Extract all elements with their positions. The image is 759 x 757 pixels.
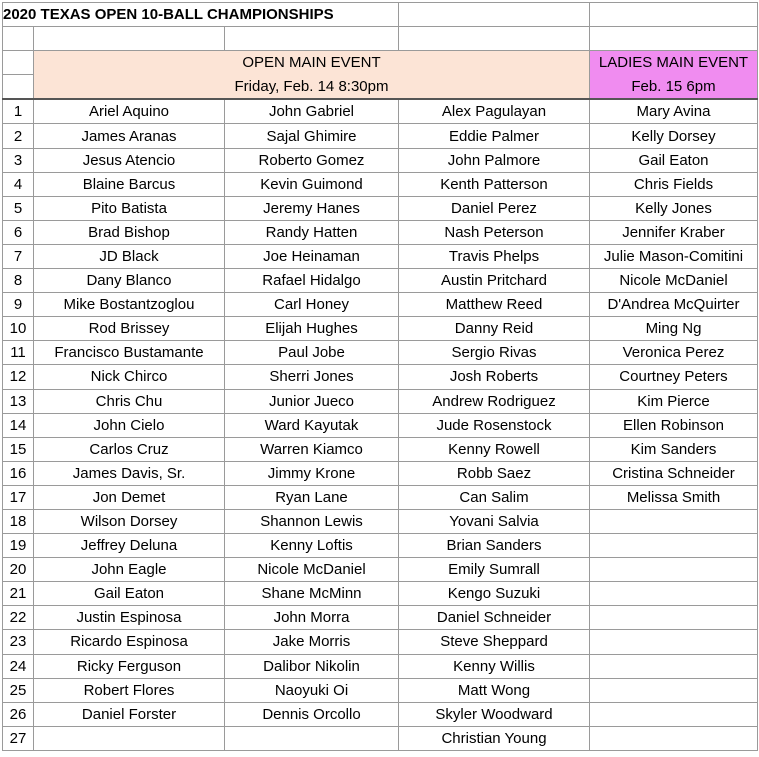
player-cell-col1[interactable]: John Cielo (34, 413, 225, 437)
ladies-player-cell[interactable]: Courtney Peters (590, 365, 758, 389)
ladies-player-cell[interactable] (590, 630, 758, 654)
ladies-player-cell[interactable]: Cristina Schneider (590, 461, 758, 485)
table-row (3, 413, 758, 437)
player-cell-col1[interactable]: Pito Batista (34, 196, 225, 220)
player-cell-col2[interactable]: Warren Kiamco (225, 437, 399, 461)
player-cell-col1[interactable]: Jesus Atencio (34, 148, 225, 172)
row-number[interactable]: 27 (3, 726, 34, 750)
row-number[interactable]: 4 (3, 172, 34, 196)
row-number[interactable]: 20 (3, 558, 34, 582)
table-row (3, 678, 758, 702)
table-row (3, 461, 758, 485)
player-cell-col3[interactable]: Skyler Woodward (399, 702, 590, 726)
player-cell-col1[interactable]: Blaine Barcus (34, 172, 225, 196)
ladies-player-cell[interactable] (590, 678, 758, 702)
blank-cell[interactable] (399, 27, 590, 51)
table-row (3, 148, 758, 172)
player-cell-col2[interactable]: Paul Jobe (225, 341, 399, 365)
title-row (3, 3, 758, 27)
row-number[interactable]: 5 (3, 196, 34, 220)
table-row (3, 509, 758, 533)
player-cell-col3[interactable]: Alex Pagulayan (399, 99, 590, 124)
row-number[interactable]: 2 (3, 124, 34, 148)
ladies-player-cell[interactable]: Ellen Robinson (590, 413, 758, 437)
row-number[interactable]: 8 (3, 269, 34, 293)
player-cell-col2[interactable]: Kevin Guimond (225, 172, 399, 196)
table-row (3, 485, 758, 509)
row-number[interactable]: 16 (3, 461, 34, 485)
player-cell-col3[interactable]: Matt Wong (399, 678, 590, 702)
row-number[interactable]: 25 (3, 678, 34, 702)
table-row (3, 244, 758, 268)
table-row (3, 196, 758, 220)
player-cell-col2[interactable]: John Morra (225, 606, 399, 630)
event-date-row (3, 75, 758, 100)
player-cell-col1[interactable]: Robert Flores (34, 678, 225, 702)
player-cell-col3[interactable]: Matthew Reed (399, 293, 590, 317)
player-cell-col1[interactable]: Nick Chirco (34, 365, 225, 389)
player-cell-col3[interactable]: Danny Reid (399, 317, 590, 341)
table-row (3, 702, 758, 726)
player-cell-col3[interactable]: Andrew Rodriguez (399, 389, 590, 413)
ladies-player-cell[interactable] (590, 606, 758, 630)
row-number[interactable]: 6 (3, 220, 34, 244)
table-row (3, 654, 758, 678)
ladies-player-cell[interactable] (590, 558, 758, 582)
player-cell-col2[interactable]: Shane McMinn (225, 582, 399, 606)
player-cell-col3[interactable]: Eddie Palmer (399, 124, 590, 148)
row-number[interactable]: 17 (3, 485, 34, 509)
ladies-player-cell[interactable]: Kim Sanders (590, 437, 758, 461)
table-row (3, 365, 758, 389)
player-cell-col2[interactable]: Dalibor Nikolin (225, 654, 399, 678)
player-cell-col1[interactable] (34, 726, 225, 750)
player-cell-col1[interactable]: Wilson Dorsey (34, 509, 225, 533)
player-cell-col3[interactable]: Josh Roberts (399, 365, 590, 389)
player-cell-col1[interactable]: Rod Brissey (34, 317, 225, 341)
player-cell-col3[interactable]: Christian Young (399, 726, 590, 750)
table-row (3, 726, 758, 750)
player-cell-col3[interactable]: Travis Phelps (399, 244, 590, 268)
player-cell-col2[interactable]: Ryan Lane (225, 485, 399, 509)
player-cell-col1[interactable]: James Aranas (34, 124, 225, 148)
player-cell-col2[interactable]: Junior Jueco (225, 389, 399, 413)
player-cell-col2[interactable]: Kenny Loftis (225, 534, 399, 558)
player-cell-col2[interactable]: John Gabriel (225, 99, 399, 124)
row-number[interactable]: 13 (3, 389, 34, 413)
row-number[interactable]: 15 (3, 437, 34, 461)
row-number[interactable]: 19 (3, 534, 34, 558)
player-cell-col1[interactable]: Ariel Aquino (34, 99, 225, 124)
player-cell-col2[interactable]: Ward Kayutak (225, 413, 399, 437)
ladies-player-cell[interactable]: Melissa Smith (590, 485, 758, 509)
player-cell-col3[interactable]: Kenny Willis (399, 654, 590, 678)
player-cell-col2[interactable]: Elijah Hughes (225, 317, 399, 341)
player-cell-col3[interactable]: Kengo Suzuki (399, 582, 590, 606)
event-header-row (3, 51, 758, 75)
player-cell-col1[interactable]: Carlos Cruz (34, 437, 225, 461)
blank-cell[interactable] (225, 27, 399, 51)
player-cell-col1[interactable]: Gail Eaton (34, 582, 225, 606)
ladies-player-cell[interactable]: Ming Ng (590, 317, 758, 341)
table-row (3, 534, 758, 558)
player-cell-col2[interactable]: Jake Morris (225, 630, 399, 654)
table-row (3, 606, 758, 630)
player-cell-col2[interactable]: Dennis Orcollo (225, 702, 399, 726)
blank-cell[interactable] (590, 3, 758, 27)
ladies-player-cell[interactable]: Kelly Jones (590, 196, 758, 220)
player-cell-col2[interactable]: Randy Hatten (225, 220, 399, 244)
table-row (3, 630, 758, 654)
player-cell-col3[interactable]: Nash Peterson (399, 220, 590, 244)
player-cell-col2[interactable]: Shannon Lewis (225, 509, 399, 533)
table-row (3, 293, 758, 317)
blank-cell[interactable] (3, 51, 34, 75)
ladies-player-cell[interactable] (590, 702, 758, 726)
blank-cell[interactable] (3, 27, 34, 51)
open-event-name[interactable]: OPEN MAIN EVENT (34, 51, 590, 75)
player-cell-col3[interactable]: Yovani Salvia (399, 509, 590, 533)
ladies-player-cell[interactable]: Veronica Perez (590, 341, 758, 365)
player-cell-col1[interactable]: Jeffrey Deluna (34, 534, 225, 558)
player-cell-col1[interactable]: James Davis, Sr. (34, 461, 225, 485)
player-cell-col2[interactable]: Roberto Gomez (225, 148, 399, 172)
row-number[interactable]: 22 (3, 606, 34, 630)
row-number[interactable]: 1 (3, 99, 34, 124)
table-row (3, 269, 758, 293)
row-number[interactable]: 21 (3, 582, 34, 606)
player-cell-col1[interactable]: Ricky Ferguson (34, 654, 225, 678)
row-number[interactable]: 14 (3, 413, 34, 437)
ladies-event-date[interactable]: Feb. 15 6pm (590, 75, 758, 100)
ladies-player-cell[interactable]: Jennifer Kraber (590, 220, 758, 244)
blank-cell[interactable] (590, 27, 758, 51)
player-cell-col3[interactable]: Brian Sanders (399, 534, 590, 558)
table-row (3, 124, 758, 148)
table-row (3, 558, 758, 582)
ladies-player-cell[interactable] (590, 654, 758, 678)
ladies-player-cell[interactable]: Gail Eaton (590, 148, 758, 172)
table-row (3, 341, 758, 365)
player-cell-col1[interactable]: Francisco Bustamante (34, 341, 225, 365)
player-cell-col1[interactable]: Mike Bostantzoglou (34, 293, 225, 317)
row-number[interactable]: 23 (3, 630, 34, 654)
table-row (3, 317, 758, 341)
ladies-player-cell[interactable]: D'Andrea McQuirter (590, 293, 758, 317)
ladies-player-cell[interactable] (590, 582, 758, 606)
row-number[interactable]: 26 (3, 702, 34, 726)
player-cell-col1[interactable]: John Eagle (34, 558, 225, 582)
table-row (3, 437, 758, 461)
table-row (3, 389, 758, 413)
player-cell-col3[interactable]: Daniel Perez (399, 196, 590, 220)
player-cell-col1[interactable]: Jon Demet (34, 485, 225, 509)
player-cell-col2[interactable]: Sajal Ghimire (225, 124, 399, 148)
blank-cell[interactable] (3, 75, 34, 100)
ladies-player-cell[interactable] (590, 726, 758, 750)
player-cell-col3[interactable]: Steve Sheppard (399, 630, 590, 654)
roster-sheet (2, 2, 758, 751)
table-row (3, 99, 758, 124)
row-number[interactable]: 9 (3, 293, 34, 317)
row-number[interactable]: 10 (3, 317, 34, 341)
player-cell-col3[interactable]: Sergio Rivas (399, 341, 590, 365)
row-number[interactable]: 3 (3, 148, 34, 172)
player-cell-col3[interactable]: Emily Sumrall (399, 558, 590, 582)
row-number[interactable]: 11 (3, 341, 34, 365)
ladies-player-cell[interactable] (590, 509, 758, 533)
player-cell-col2[interactable]: Carl Honey (225, 293, 399, 317)
player-cell-col2[interactable]: Rafael Hidalgo (225, 269, 399, 293)
blank-cell[interactable] (34, 27, 225, 51)
ladies-player-cell[interactable]: Mary Avina (590, 99, 758, 124)
row-number[interactable]: 7 (3, 244, 34, 268)
ladies-player-cell[interactable]: Chris Fields (590, 172, 758, 196)
player-cell-col2[interactable] (225, 726, 399, 750)
player-cell-col2[interactable]: Jeremy Hanes (225, 196, 399, 220)
player-cell-col2[interactable]: Jimmy Krone (225, 461, 399, 485)
row-number[interactable]: 18 (3, 509, 34, 533)
table-row (3, 582, 758, 606)
player-cell-col3[interactable]: Jude Rosenstock (399, 413, 590, 437)
player-cell-col3[interactable]: Can Salim (399, 485, 590, 509)
player-cell-col3[interactable]: John Palmore (399, 148, 590, 172)
ladies-player-cell[interactable] (590, 534, 758, 558)
sheet-title[interactable]: 2020 TEXAS OPEN 10-BALL CHAMPIONSHIPS (3, 3, 399, 27)
player-cell-col3[interactable]: Austin Pritchard (399, 269, 590, 293)
player-cell-col3[interactable]: Daniel Schneider (399, 606, 590, 630)
player-cell-col1[interactable]: Dany Blanco (34, 269, 225, 293)
player-cell-col2[interactable]: Sherri Jones (225, 365, 399, 389)
player-cell-col3[interactable]: Robb Saez (399, 461, 590, 485)
player-cell-col1[interactable]: Daniel Forster (34, 702, 225, 726)
row-number[interactable]: 12 (3, 365, 34, 389)
ladies-event-name[interactable]: LADIES MAIN EVENT (590, 51, 758, 75)
ladies-player-cell[interactable]: Julie Mason-Comitini (590, 244, 758, 268)
blank-cell[interactable] (399, 3, 590, 27)
open-event-date[interactable]: Friday, Feb. 14 8:30pm (34, 75, 590, 100)
spacer-row (3, 27, 758, 51)
player-cell-col2[interactable]: Joe Heinaman (225, 244, 399, 268)
player-cell-col1[interactable]: Ricardo Espinosa (34, 630, 225, 654)
player-cell-col2[interactable]: Naoyuki Oi (225, 678, 399, 702)
ladies-player-cell[interactable]: Nicole McDaniel (590, 269, 758, 293)
table-row (3, 220, 758, 244)
ladies-player-cell[interactable]: Kim Pierce (590, 389, 758, 413)
table-row (3, 172, 758, 196)
player-cell-col1[interactable]: Brad Bishop (34, 220, 225, 244)
player-cell-col3[interactable]: Kenth Patterson (399, 172, 590, 196)
player-cell-col3[interactable]: Kenny Rowell (399, 437, 590, 461)
player-cell-col2[interactable]: Nicole McDaniel (225, 558, 399, 582)
player-cell-col1[interactable]: JD Black (34, 244, 225, 268)
player-cell-col1[interactable]: Justin Espinosa (34, 606, 225, 630)
row-number[interactable]: 24 (3, 654, 34, 678)
ladies-player-cell[interactable]: Kelly Dorsey (590, 124, 758, 148)
player-cell-col1[interactable]: Chris Chu (34, 389, 225, 413)
